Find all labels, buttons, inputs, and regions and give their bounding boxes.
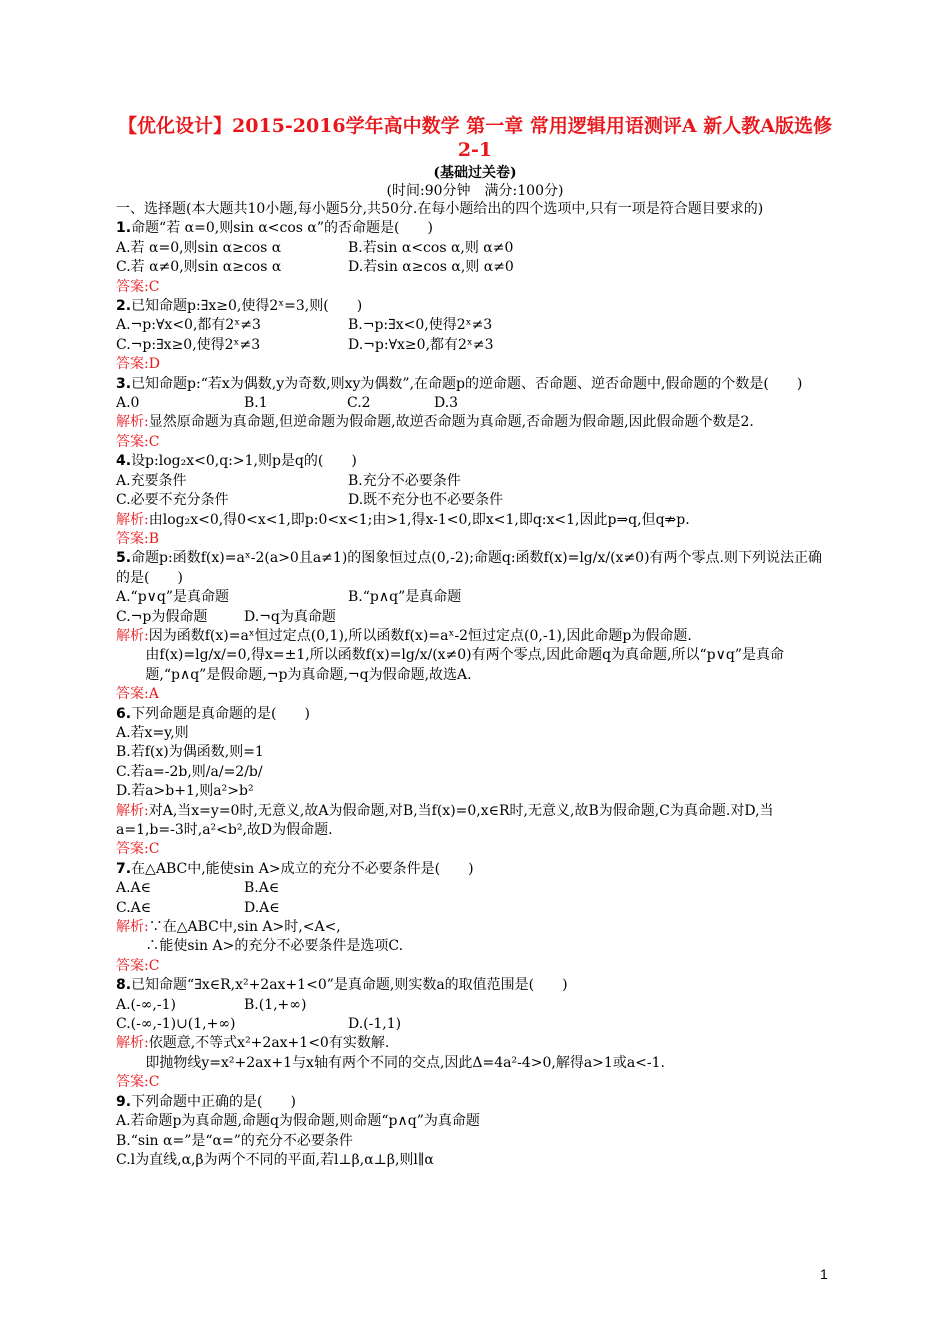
option-d: D.(-1,1): [348, 1016, 402, 1033]
question-8: [116, 976, 832, 1092]
analysis-label: 解析:: [116, 511, 149, 528]
option-b: B.“p∧q”是真命题: [348, 589, 462, 606]
option-a: A.若命题p为真命题,命题q为假命题,则命题“p∧q”为真命题: [116, 1113, 480, 1130]
analysis-text: ∵在△ABC中,sin A>时,<A<,: [148, 919, 341, 936]
question-number: 2.: [116, 298, 132, 315]
question-stem: 设p:log₂x<0,q:>1,则p是q的( ): [131, 453, 357, 470]
option-c: C.¬p为假命题: [116, 608, 208, 625]
question-number: 3.: [116, 375, 132, 392]
section-heading: 一、选择题(本大题共10小题,每小题5分,共50分.在每小题给出的四个选项中,只有一项是符合题目要求的): [116, 201, 764, 217]
exam-content: [116, 200, 832, 1170]
document-subtitle: (基础过关卷): [433, 165, 517, 181]
option-b: B.若f(x)为偶函数,则=1: [116, 744, 264, 761]
question-7: [116, 860, 832, 976]
question-number: 8.: [116, 977, 132, 994]
question-number: 7.: [116, 860, 132, 877]
option-a: A.“p∨q”是真命题: [116, 589, 230, 606]
answer: 答案:C: [116, 278, 160, 295]
analysis-label: 解析:: [116, 919, 149, 936]
option-a: A.A∈: [116, 880, 152, 897]
answer: 答案:C: [116, 957, 160, 974]
answer: 答案:C: [116, 1074, 160, 1091]
question-stem: 命题p:函数f(x)=aˣ-2(a>0且a≠1)的图象恒过点(0,-2);命题q:函数f(x)=lg/x/(x≠0)有两个零点.则下列说法正确的是( ): [116, 550, 823, 586]
analysis-text: 依题意,不等式x²+2ax+1<0有实数解.: [148, 1035, 390, 1052]
question-stem: 命题“若 α=0,则sin α<cos α”的否命题是( ): [131, 220, 433, 237]
answer: 答案:B: [116, 530, 160, 547]
option-d: D.若sin α≥cos α,则 α≠0: [348, 259, 514, 276]
option-c: C.若a=-2b,则/a/=2/b/: [116, 763, 263, 780]
option-a: A.若 α=0,则sin α≥cos α: [116, 239, 282, 256]
analysis-label: 解析:: [116, 414, 149, 431]
question-5: [116, 549, 832, 704]
question-1: [116, 219, 832, 297]
analysis-text: 由log₂x<0,得0<x<1,即p:0<x<1;由>1,得x-1<0,即x<1,即q:x<1,因此p⇒q,但q⇏p.: [148, 511, 690, 528]
option-b: B.“sin α=”是“α=”的充分不必要条件: [116, 1132, 353, 1149]
option-a: A.(-∞,-1): [116, 996, 176, 1013]
analysis-label: 解析:: [116, 1035, 149, 1052]
option-b: B.若sin α<cos α,则 α≠0: [348, 239, 514, 256]
question-number: 6.: [116, 705, 132, 722]
option-c: C.必要不充分条件: [116, 492, 229, 509]
question-6: [116, 705, 832, 860]
question-stem: 已知命题p:“若x为偶数,y为奇数,则xy为偶数”,在命题p的逆命题、否命题、逆否命题中,假命题的个数是( ): [131, 375, 803, 392]
question-stem: 已知命题“∃x∈R,x²+2ax+1<0”是真命题,则实数a的取值范围是( ): [131, 977, 568, 994]
answer: 答案:A: [116, 686, 159, 703]
question-4: [116, 452, 832, 549]
question-stem: 下列命题中正确的是( ): [131, 1093, 296, 1110]
analysis-text: 显然原命题为真命题,但逆命题为假命题,故逆否命题为真命题,否命题为假命题,因此假命题个数是2.: [148, 414, 754, 431]
option-a: A.充要条件: [116, 472, 187, 489]
option-b: B.A∈: [244, 880, 280, 897]
option-d: D.A∈: [244, 899, 280, 916]
option-a: A.¬p:∀x<0,都有2ˣ≠3: [116, 317, 261, 334]
question-number: 9.: [116, 1093, 132, 1110]
option-c: C.若 α≠0,则sin α≥cos α: [116, 259, 282, 276]
answer: 答案:C: [116, 841, 160, 858]
question-stem: 已知命题p:∃x≥0,使得2ˣ=3,则( ): [131, 298, 363, 315]
page-number: 1: [820, 1266, 828, 1282]
question-2: [116, 297, 832, 375]
option-d: D.若a>b+1,则a²>b²: [116, 783, 254, 800]
analysis-label: 解析:: [116, 627, 149, 644]
option-c: C.2: [347, 395, 371, 412]
option-c: C.A∈: [116, 899, 152, 916]
question-number: 5.: [116, 550, 132, 567]
option-a: A.若x=y,则: [116, 724, 189, 741]
option-c: C.l为直线,α,β为两个不同的平面,若l⊥β,α⊥β,则l∥α: [116, 1151, 434, 1168]
question-3: [116, 375, 832, 453]
analysis-text: 对A,当x=y=0时,无意义,故A为假命题,对B,当f(x)=0,x∈R时,无意义,故B为假命题,C为真命题.对D,当a=1,b=-3时,a²<b²,故D为假命题.: [116, 802, 774, 838]
option-d: D.¬q为真命题: [244, 608, 336, 625]
answer: 答案:C: [116, 433, 160, 450]
answer: 答案:D: [116, 356, 160, 373]
option-d: D.¬p:∀x≥0,都有2ˣ≠3: [348, 336, 494, 353]
option-b: B.(1,+∞): [244, 996, 307, 1013]
analysis-text-continued: 由f(x)=lg/x/=0,得x=±1,所以函数f(x)=lg/x/(x≠0)有两个零点,因此命题q为真命题,所以“p∨q”是真命题,“p∧q”是假命题,¬p为真命题,¬q为假命题,故选A.: [145, 647, 784, 683]
exam-meta: (时间:90分钟 满分:100分): [386, 183, 564, 199]
question-stem: 下列命题是真命题的是( ): [131, 705, 310, 722]
option-b: B.充分不必要条件: [348, 472, 461, 489]
option-d: D.3: [434, 395, 459, 412]
question-9: [116, 1093, 832, 1171]
analysis-text: 因为函数f(x)=aˣ恒过定点(0,1),所以函数f(x)=aˣ-2恒过定点(0,-1),因此命题p为假命题.: [148, 627, 692, 644]
question-number: 1.: [116, 220, 132, 237]
option-d: D.既不充分也不必要条件: [348, 492, 504, 509]
analysis-label: 解析:: [116, 802, 149, 819]
option-c: C.¬p:∃x≥0,使得2ˣ≠3: [116, 336, 261, 353]
option-b: B.1: [244, 395, 268, 412]
question-number: 4.: [116, 453, 132, 470]
document-title: 【优化设计】2015-2016学年高中数学 第一章 常用逻辑用语测评A 新人教A版选修2-1: [118, 115, 832, 161]
analysis-text-continued: 即抛物线y=x²+2ax+1与x轴有两个不同的交点,因此Δ=4a²-4>0,解得a>1或a<-1.: [145, 1054, 665, 1071]
analysis-text-continued: ∴能使sin A>的充分不必要条件是选项C.: [145, 938, 404, 955]
option-a: A.0: [116, 395, 140, 412]
option-b: B.¬p:∃x<0,使得2ˣ≠3: [348, 317, 493, 334]
question-stem: 在△ABC中,能使sin A>成立的充分不必要条件是( ): [131, 860, 474, 877]
option-c: C.(-∞,-1)∪(1,+∞): [116, 1016, 236, 1033]
